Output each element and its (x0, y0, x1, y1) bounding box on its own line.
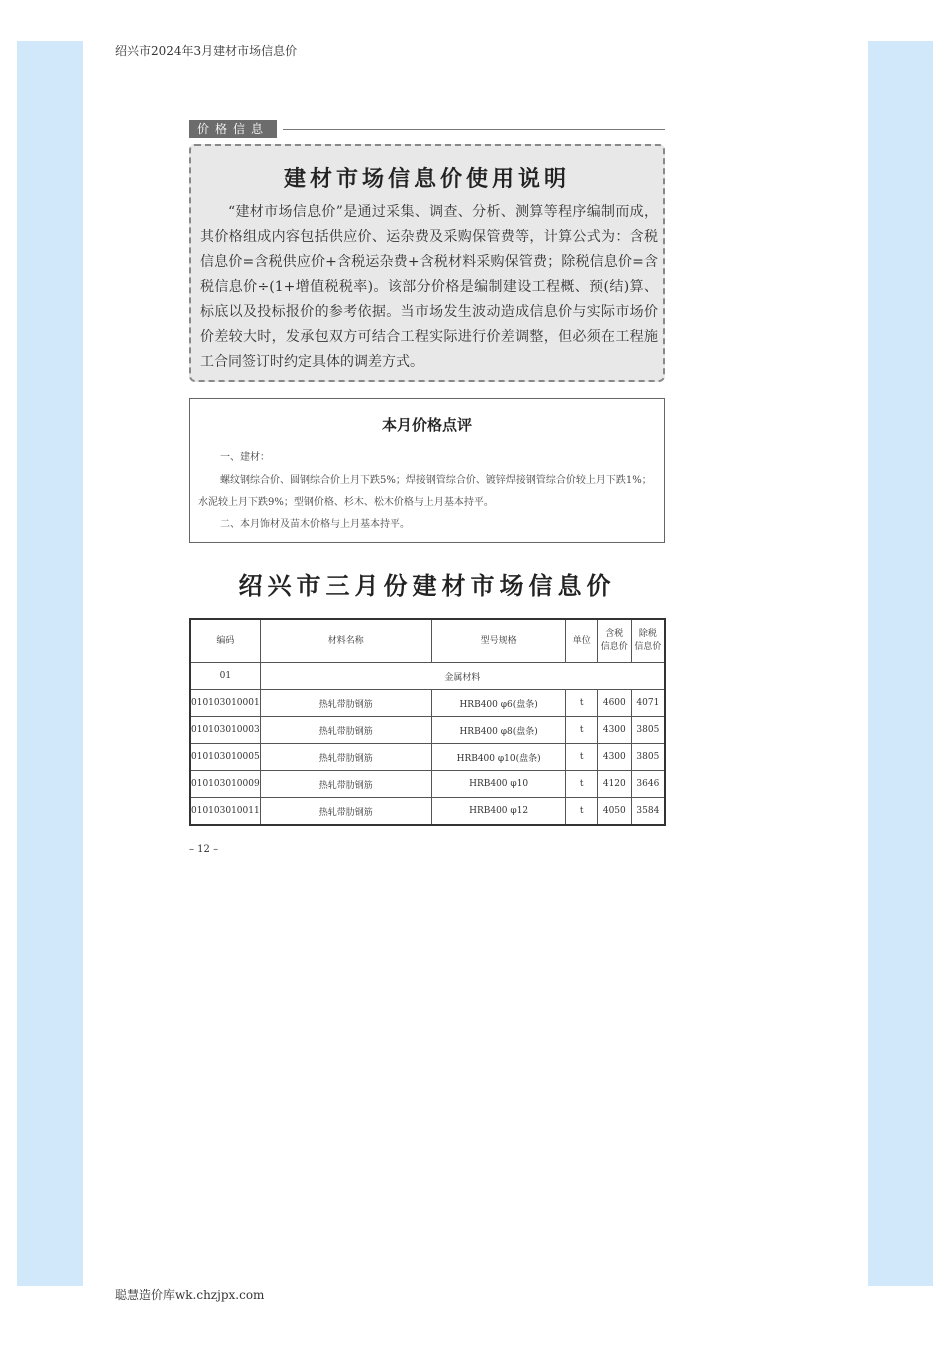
usage-title: 建材市场信息价使用说明 (283, 167, 570, 192)
category-row (190, 663, 665, 690)
cell-code: 010103010001 (190, 690, 260, 717)
left-margin-band (17, 41, 83, 1286)
table-row (190, 798, 665, 826)
cell-code: 010103010003 (190, 717, 260, 744)
cell-name: 热轧带肋钢筋 (260, 717, 431, 744)
table-header-row (190, 619, 665, 663)
header-unit: 单位 (566, 619, 597, 663)
cell-code: 010103010009 (190, 771, 260, 798)
price-list-title: 绍兴市三月份建材市场信息价 (238, 572, 616, 600)
header-tax-excl-line-2: 信息价 (634, 642, 662, 652)
table-row (190, 717, 665, 744)
page-number: – 12 – (189, 844, 219, 855)
header-tax-excl (631, 619, 665, 663)
table-row (190, 744, 665, 771)
table-row (190, 771, 665, 798)
section-divider (283, 129, 665, 130)
cell-tax-incl: 4050 (597, 798, 631, 826)
header-tax-excl-line-1: 除税 (638, 629, 657, 639)
cell-tax-excl: 3584 (631, 798, 665, 826)
cell-code: 010103010005 (190, 744, 260, 771)
cell-name: 热轧带肋钢筋 (260, 771, 431, 798)
review-title: 本月价格点评 (381, 416, 472, 434)
review-paragraph-1: 一、建材： (220, 452, 270, 463)
cell-tax-incl: 4300 (597, 717, 631, 744)
cell-spec: HRB400 φ10 (431, 771, 566, 798)
cell-unit: t (566, 771, 597, 798)
cell-tax-incl: 4600 (597, 690, 631, 717)
cell-unit: t (566, 717, 597, 744)
section-tag-row (189, 120, 665, 138)
review-paragraph-3: 二、本月饰材及苗木价格与上月基本持平。 (220, 519, 410, 530)
cell-unit: t (566, 690, 597, 717)
cell-spec: HRB400 φ12 (431, 798, 566, 826)
monthly-review-box (189, 398, 665, 543)
cell-name: 热轧带肋钢筋 (260, 690, 431, 717)
review-paragraph-2: 螺纹钢综合价、圆钢综合价上月下跌5%；焊接钢管综合价、镀锌焊接钢管综合价较上月下跌1%；水泥较上月下跌9%；型钢价格、杉木、松木价格与上月基本持平。 (198, 475, 652, 508)
table-row (190, 690, 665, 717)
cell-spec: HRB400 φ10(盘条) (431, 744, 566, 771)
cell-tax-excl: 4071 (631, 690, 665, 717)
document-footer: 聪慧造价库wk.chzjpx.com (115, 1288, 265, 1302)
right-margin-band (868, 41, 933, 1286)
category-code: 01 (190, 663, 260, 690)
cell-tax-excl: 3805 (631, 717, 665, 744)
header-tax-incl-line-1: 含税 (605, 629, 624, 639)
header-name: 材料名称 (260, 619, 431, 663)
header-tax-incl (597, 619, 631, 663)
cell-tax-incl: 4120 (597, 771, 631, 798)
header-code: 编码 (190, 619, 260, 663)
header-tax-incl-line-2: 信息价 (600, 642, 628, 652)
cell-name: 热轧带肋钢筋 (260, 744, 431, 771)
price-table (189, 618, 666, 826)
cell-spec: HRB400 φ8(盘条) (431, 717, 566, 744)
cell-unit: t (566, 744, 597, 771)
header-spec: 型号规格 (431, 619, 566, 663)
cell-tax-excl: 3805 (631, 744, 665, 771)
cell-code: 010103010011 (190, 798, 260, 826)
cell-unit: t (566, 798, 597, 826)
section-tag: 价格信息 (189, 120, 277, 138)
cell-tax-excl: 3646 (631, 771, 665, 798)
usage-body: “建材市场信息价”是通过采集、调查、分析、测算等程序编制而成，其价格组成内容包括供应价、运杂费及采购保管费等，计算公式为：含税信息价=含税供应价+含税运杂费+含税材料采购保管费；除税信息价=含税信息价÷(1+增值税税率)。该部分价格是编制建设工程概、预(结)算、标底以及投标报价的参考依据。当市场发生波动造成信息价与实际市场价价差较大时，发承包双方可结合工程实际进行价差调整，但必须在工程施工合同签订时约定具体的调差方式。 (200, 204, 658, 370)
usage-instructions-box (189, 144, 665, 382)
document-header: 绍兴市2024年3月建材市场信息价 (115, 44, 298, 58)
cell-spec: HRB400 φ6(盘条) (431, 690, 566, 717)
category-name: 金属材料 (260, 663, 665, 690)
cell-name: 热轧带肋钢筋 (260, 798, 431, 826)
cell-tax-incl: 4300 (597, 744, 631, 771)
